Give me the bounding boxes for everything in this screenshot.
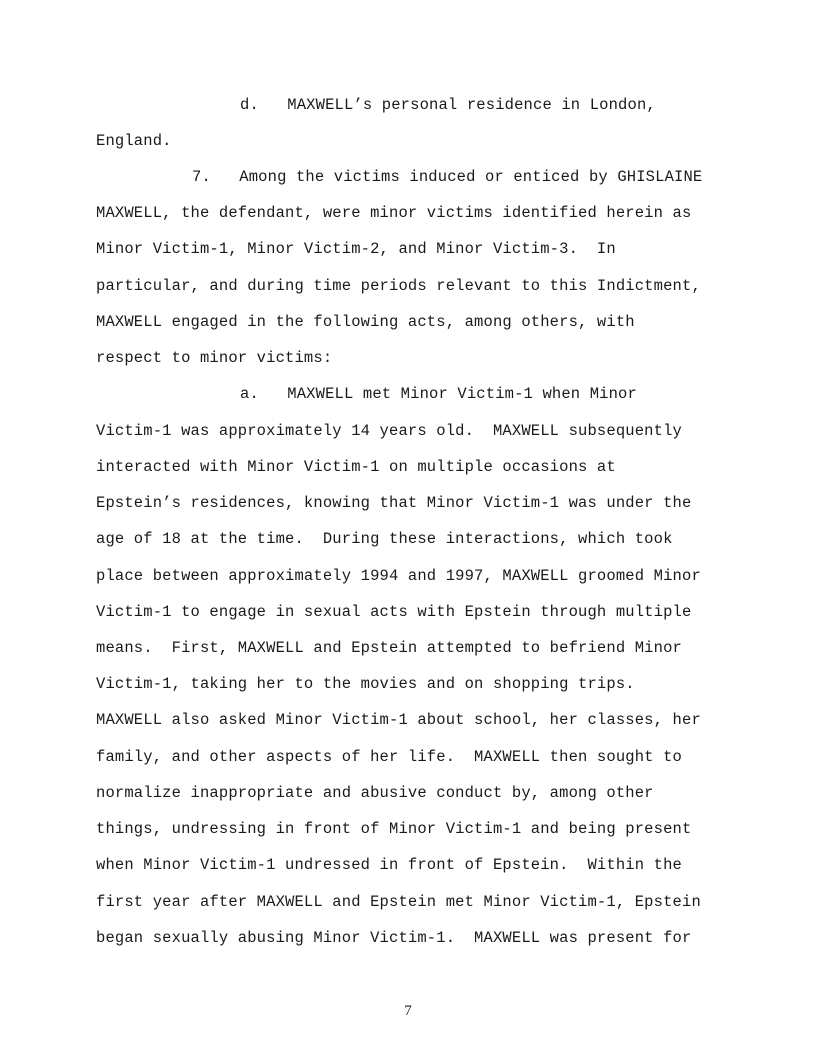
text-line: when Minor Victim-1 undressed in front of Epstein. Within the (96, 856, 682, 874)
text-line: respect to minor victims: (96, 349, 333, 367)
text-line: 7. Among the victims induced or enticed by GHISLAINE (192, 168, 703, 186)
text-line: Victim-1 to engage in sexual acts with Epstein through multiple (96, 603, 692, 621)
text-line: Epstein’s residences, knowing that Minor Victim-1 was under the (96, 494, 692, 512)
text-line: Minor Victim-1, Minor Victim-2, and Minor Victim-3. In (96, 240, 616, 258)
text-line: Victim-1, taking her to the movies and on shopping trips. (96, 675, 635, 693)
text-line: MAXWELL, the defendant, were minor victims identified herein as (96, 204, 692, 222)
text-line: place between approximately 1994 and 1997, MAXWELL groomed Minor (96, 567, 701, 585)
text-line: family, and other aspects of her life. MAXWELL then sought to (96, 748, 682, 766)
text-line: means. First, MAXWELL and Epstein attempted to befriend Minor (96, 639, 682, 657)
text-line: normalize inappropriate and abusive conduct by, among other (96, 784, 654, 802)
text-line: Victim-1 was approximately 14 years old. MAXWELL subsequently (96, 422, 682, 440)
text-line: a. MAXWELL met Minor Victim-1 when Minor (240, 385, 637, 403)
page-number: 7 (404, 1003, 412, 1019)
text-line: first year after MAXWELL and Epstein met Minor Victim-1, Epstein (96, 893, 701, 911)
text-line: interacted with Minor Victim-1 on multiple occasions at (96, 458, 616, 476)
text-line: began sexually abusing Minor Victim-1. MAXWELL was present for (96, 929, 692, 947)
text-line: particular, and during time periods relevant to this Indictment, (96, 277, 701, 295)
text-line: d. MAXWELL’s personal residence in London, (240, 96, 656, 114)
text-line: MAXWELL also asked Minor Victim-1 about school, her classes, her (96, 711, 701, 729)
text-line: England. (96, 132, 172, 150)
text-line: MAXWELL engaged in the following acts, among others, with (96, 313, 635, 331)
text-line: things, undressing in front of Minor Victim-1 and being present (96, 820, 692, 838)
text-line: age of 18 at the time. During these interactions, which took (96, 530, 673, 548)
